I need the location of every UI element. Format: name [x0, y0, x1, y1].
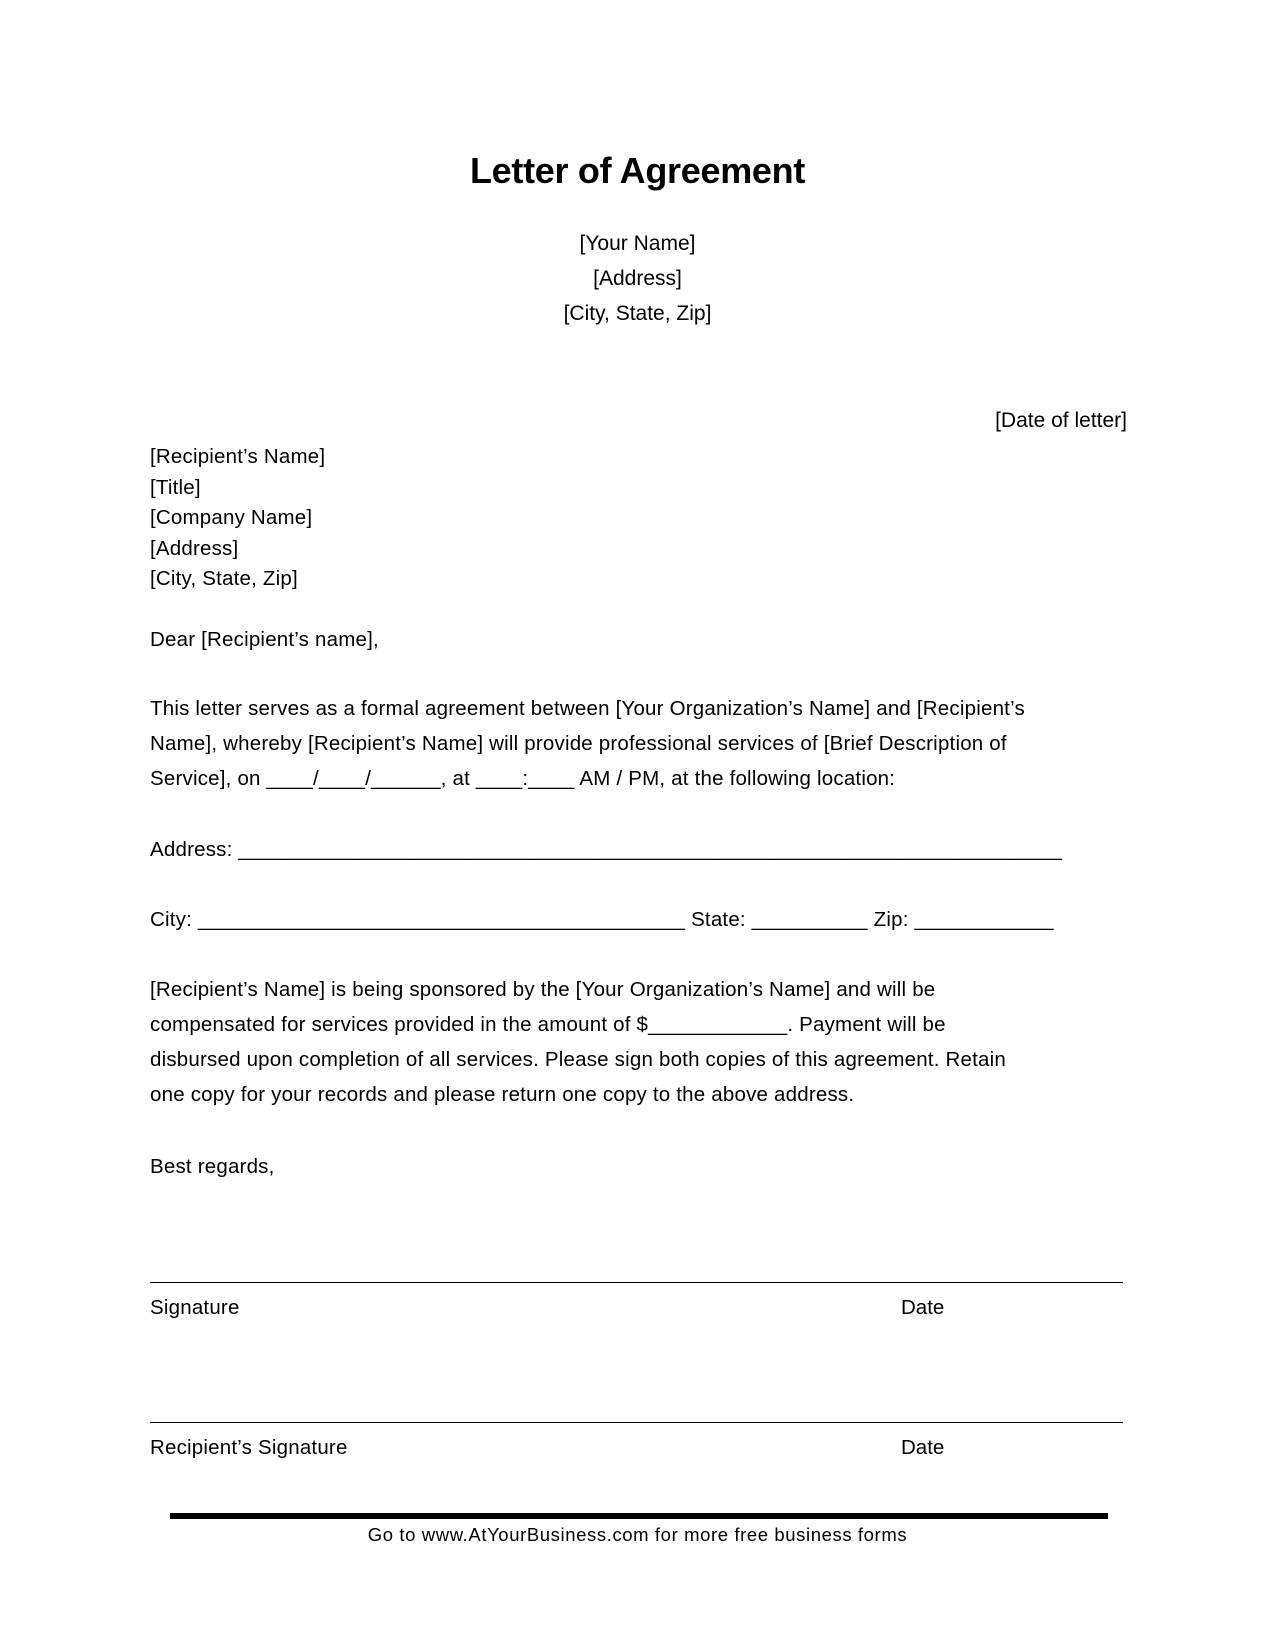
recipient-company: [Company Name] — [150, 506, 313, 529]
paragraph-line: Service], on ____/____/______, at ____:____ AM / PM, at the following location: — [150, 767, 896, 790]
document-title: Letter of Agreement — [469, 150, 806, 191]
sender-name: [Your Name] — [579, 232, 696, 255]
paragraph-line: compensated for services provided in the amount of $____________. Payment will be — [150, 1013, 946, 1036]
paragraph-line: [Recipient’s Name] is being sponsored by the [Your Organization’s Name] and will be — [150, 978, 936, 1001]
state-blank[interactable]: __________ — [751, 908, 868, 931]
address-label: Address: — [150, 838, 233, 861]
signature-date-label: Date — [901, 1296, 945, 1319]
signature-label: Signature — [150, 1296, 240, 1319]
signature-line[interactable] — [150, 1282, 1123, 1283]
city-blank[interactable]: __________________________________________ — [197, 908, 686, 931]
salutation: Dear [Recipient’s name], — [150, 628, 379, 651]
recipient-signature-label: Recipient’s Signature — [150, 1436, 348, 1459]
city-label: City: — [150, 908, 192, 931]
paragraph-line: This letter serves as a formal agreement between [Your Organization’s Name] and [Recipient’s — [150, 697, 1025, 720]
recipient-name: [Recipient’s Name] — [150, 445, 326, 468]
paragraph-line: disbursed upon completion of all services. Please sign both copies of this agreement. Retain — [150, 1048, 1006, 1071]
address-blank[interactable]: _______________________________________________________________________ — [238, 838, 1063, 861]
city-state-zip-field[interactable] — [150, 908, 1054, 932]
sender-address: [Address] — [593, 267, 682, 290]
zip-blank[interactable]: ____________ — [914, 908, 1054, 931]
closing: Best regards, — [150, 1155, 275, 1178]
footer-divider — [170, 1513, 1108, 1519]
recipient-signature-date-label: Date — [901, 1436, 945, 1459]
footer-link-text[interactable]: Go to www.AtYourBusiness.com for more free business forms — [367, 1524, 908, 1545]
letter-date: [Date of letter] — [995, 409, 1127, 432]
recipient-address: [Address] — [150, 537, 239, 560]
paragraph-line: one copy for your records and please return one copy to the above address. — [150, 1083, 855, 1106]
recipient-signature-line[interactable] — [150, 1422, 1123, 1423]
paragraph-line: Name], whereby [Recipient’s Name] will provide professional services of [Brief Description of — [150, 732, 1007, 755]
state-label: State: — [691, 908, 746, 931]
zip-label: Zip: — [873, 908, 909, 931]
recipient-title: [Title] — [150, 476, 201, 499]
sender-city-state-zip: [City, State, Zip] — [563, 302, 712, 325]
agreement-paragraph — [150, 691, 1130, 796]
compensation-paragraph — [150, 972, 1130, 1112]
address-field[interactable] — [150, 838, 1062, 862]
recipient-city-state-zip: [City, State, Zip] — [150, 567, 298, 590]
